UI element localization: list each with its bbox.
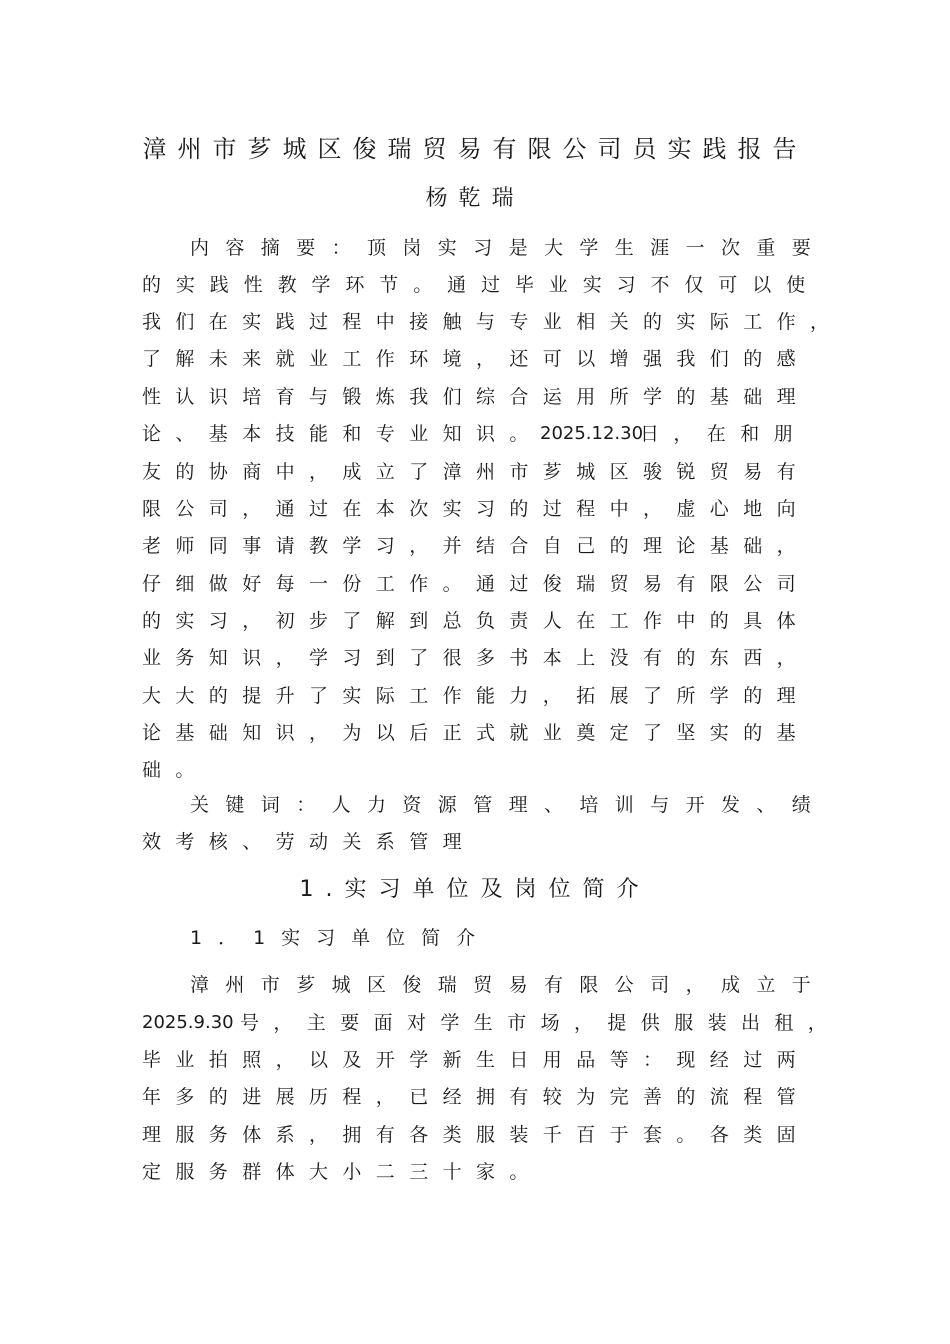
- abstract-line: 大大的提升了实际工作能力，拓展了所学的理: [142, 685, 811, 707]
- abstract-line: 性认识培育与锻炼我们综合运用所学的基础理: [142, 386, 811, 408]
- abstract-line: 友的协商中，成立了漳州市芗城区骏锐贸易有: [142, 461, 811, 483]
- section-heading: 1.实习单位及岗位简介: [299, 877, 651, 902]
- abstract-line: 的实习，初步了解到总负责人在工作中的具体: [142, 610, 811, 632]
- body-line: 定服务群体大小二三十家。: [142, 1161, 543, 1183]
- abstract-line: 我们在实践过程中接触与专业相关的实际工作，: [142, 311, 844, 333]
- author-name: 杨乾瑞: [425, 186, 525, 211]
- body-line: 毕业拍照，以及开学新生日用品等：现经过两: [142, 1049, 811, 1071]
- abstract-line: 日，在和朋: [640, 423, 808, 445]
- body-line: 理服务体系，拥有各类服装千百于套。各类固: [142, 1124, 811, 1146]
- abstract-line: 老师同事请教学习，并结合自己的理论基础，: [142, 535, 811, 557]
- keywords-line: 关键词：人力资源管理、培训与开发、绩: [190, 794, 828, 816]
- abstract-date: 2025.12.30: [540, 423, 644, 444]
- subsection-heading: 1．1实习单位简介: [190, 927, 492, 949]
- abstract-line: 论基础知识，为以后正式就业奠定了坚实的基: [142, 722, 811, 744]
- keywords-line: 效考核、劳动关系管理: [142, 831, 477, 853]
- abstract-line: 内容摘要：顶岗实习是大学生涯一次重要: [190, 237, 828, 259]
- body-line: 号，主要面对学生市场，提供服装出租，: [240, 1012, 842, 1034]
- body-line: 漳州市芗城区俊瑞贸易有限公司，成立于: [190, 974, 828, 996]
- body-line: 年多的进展历程，已经拥有较为完善的流程管: [142, 1086, 811, 1108]
- abstract-line: 业务知识，学习到了很多书本上没有的东西，: [142, 647, 811, 669]
- abstract-line: 了解未来就业工作环境，还可以增强我们的感: [142, 348, 811, 370]
- abstract-line: 础。: [142, 759, 209, 781]
- abstract-line: 限公司，通过在本次实习的过程中，虚心地向: [142, 498, 811, 520]
- abstract-line: 论、基本技能和专业知识。: [142, 423, 543, 445]
- document-title: 漳州市芗城区俊瑞贸易有限公司员实践报告: [142, 135, 808, 163]
- abstract-line: 的实践性教学环节。通过毕业实习不仅可以使: [142, 274, 821, 296]
- abstract-line: 仔细做好每一份工作。通过俊瑞贸易有限公司: [142, 573, 811, 595]
- body-date: 2025.9.30: [142, 1012, 234, 1033]
